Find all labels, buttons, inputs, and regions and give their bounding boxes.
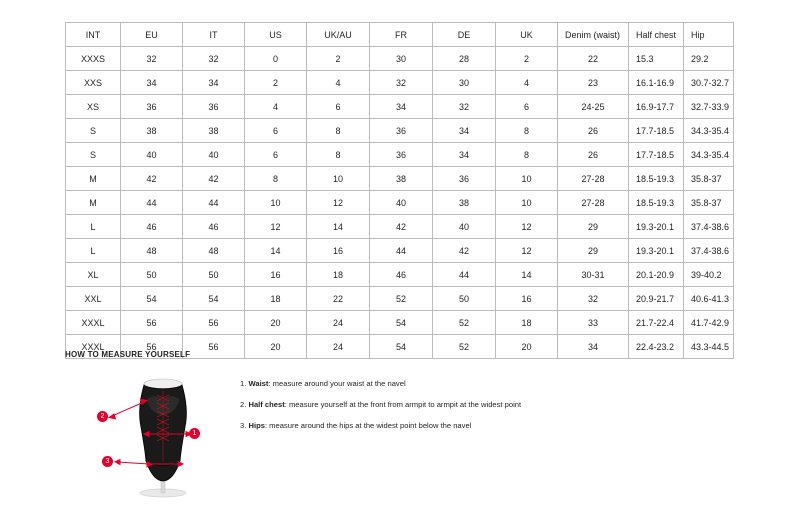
cell-int: S: [66, 143, 121, 167]
cell-it: 56: [183, 335, 245, 359]
cell-fr: 34: [370, 95, 433, 119]
cell-it: 48: [183, 239, 245, 263]
cell-half-chest: 20.9-21.7: [629, 287, 684, 311]
cell-half-chest: 20.1-20.9: [629, 263, 684, 287]
cell-de: 38: [433, 191, 496, 215]
size-chart-table: [65, 22, 734, 359]
cell-uk: 20: [496, 335, 558, 359]
cell-ukau: 22: [307, 287, 370, 311]
cell-us: 2: [245, 71, 307, 95]
cell-denim-waist: 27-28: [558, 167, 629, 191]
cell-us: 4: [245, 95, 307, 119]
measure-text-half-chest: : measure yourself at the front from armpit to armpit at the widest point: [284, 400, 522, 410]
cell-half-chest: 16.1-16.9: [629, 71, 684, 95]
cell-us: 10: [245, 191, 307, 215]
cell-hip: 34.3-35.4: [684, 119, 734, 143]
table-row: [66, 191, 734, 215]
cell-ukau: 4: [307, 71, 370, 95]
cell-eu: 56: [121, 311, 183, 335]
cell-fr: 40: [370, 191, 433, 215]
cell-eu: 40: [121, 143, 183, 167]
measure-number-3: 3.: [240, 421, 247, 431]
cell-uk: 16: [496, 287, 558, 311]
cell-uk: 4: [496, 71, 558, 95]
cell-eu: 46: [121, 215, 183, 239]
cell-int: M: [66, 167, 121, 191]
cell-us: 18: [245, 287, 307, 311]
cell-it: 40: [183, 143, 245, 167]
cell-ukau: 12: [307, 191, 370, 215]
column-header-it: IT: [183, 23, 245, 47]
cell-int: L: [66, 215, 121, 239]
marker-badge-2: 2: [97, 411, 108, 422]
cell-hip: 37.4-38.6: [684, 215, 734, 239]
column-header-denim-waist: Denim (waist): [558, 23, 629, 47]
column-header-eu: EU: [121, 23, 183, 47]
cell-denim-waist: 27-28: [558, 191, 629, 215]
marker-badge-3: 3: [102, 456, 113, 467]
cell-de: 36: [433, 167, 496, 191]
cell-denim-waist: 29: [558, 215, 629, 239]
cell-denim-waist: 26: [558, 143, 629, 167]
cell-ukau: 24: [307, 311, 370, 335]
cell-it: 44: [183, 191, 245, 215]
measure-number-1: 1.: [240, 379, 247, 388]
cell-int: XXXS: [66, 47, 121, 71]
table-row: [66, 143, 734, 167]
measure-instruction-hips: [240, 421, 521, 430]
column-header-uk: UK: [496, 23, 558, 47]
cell-fr: 32: [370, 71, 433, 95]
cell-de: 52: [433, 335, 496, 359]
cell-it: 32: [183, 47, 245, 71]
cell-hip: 29.2: [684, 47, 734, 71]
cell-denim-waist: 33: [558, 311, 629, 335]
cell-uk: 12: [496, 215, 558, 239]
cell-us: 0: [245, 47, 307, 71]
cell-hip: 37.4-38.6: [684, 239, 734, 263]
column-header-us: US: [245, 23, 307, 47]
cell-de: 40: [433, 215, 496, 239]
cell-half-chest: 16.9-17.7: [629, 95, 684, 119]
cell-uk: 12: [496, 239, 558, 263]
column-header-int: INT: [66, 23, 121, 47]
table-row: [66, 47, 734, 71]
cell-de: 34: [433, 119, 496, 143]
cell-eu: 42: [121, 167, 183, 191]
cell-de: 32: [433, 95, 496, 119]
cell-fr: 36: [370, 119, 433, 143]
cell-ukau: 8: [307, 143, 370, 167]
cell-it: 42: [183, 167, 245, 191]
cell-hip: 32.7-33.9: [684, 95, 734, 119]
cell-uk: 8: [496, 143, 558, 167]
cell-de: 42: [433, 239, 496, 263]
cell-ukau: 18: [307, 263, 370, 287]
cell-it: 36: [183, 95, 245, 119]
cell-fr: 46: [370, 263, 433, 287]
measure-text-waist: : measure around your waist at the navel: [268, 379, 406, 388]
cell-half-chest: 19.3-20.1: [629, 239, 684, 263]
cell-int: XS: [66, 95, 121, 119]
cell-denim-waist: 26: [558, 119, 629, 143]
column-header-hip: Hip: [684, 23, 734, 47]
cell-ukau: 14: [307, 215, 370, 239]
cell-de: 52: [433, 311, 496, 335]
cell-de: 34: [433, 143, 496, 167]
cell-hip: 34.3-35.4: [684, 143, 734, 167]
table-header-row: [66, 23, 734, 47]
cell-eu: 32: [121, 47, 183, 71]
measure-text-hips: : measure around the hips at the widest point below the navel: [264, 421, 472, 431]
table-row: [66, 167, 734, 191]
cell-eu: 44: [121, 191, 183, 215]
cell-half-chest: 22.4-23.2: [629, 335, 684, 359]
column-header-fr: FR: [370, 23, 433, 47]
cell-uk: 2: [496, 47, 558, 71]
cell-fr: 54: [370, 335, 433, 359]
cell-int: XXXL: [66, 335, 121, 359]
cell-fr: 52: [370, 287, 433, 311]
cell-it: 46: [183, 215, 245, 239]
cell-half-chest: 18.5-19.3: [629, 167, 684, 191]
cell-eu: 56: [121, 335, 183, 359]
cell-eu: 34: [121, 71, 183, 95]
cell-us: 20: [245, 335, 307, 359]
cell-int: XXXL: [66, 311, 121, 335]
cell-half-chest: 17.7-18.5: [629, 119, 684, 143]
cell-fr: 36: [370, 143, 433, 167]
cell-us: 20: [245, 311, 307, 335]
cell-hip: 43.3-44.5: [684, 335, 734, 359]
cell-uk: 6: [496, 95, 558, 119]
cell-denim-waist: 22: [558, 47, 629, 71]
cell-it: 34: [183, 71, 245, 95]
cell-half-chest: 18.5-19.3: [629, 191, 684, 215]
cell-de: 28: [433, 47, 496, 71]
cell-de: 44: [433, 263, 496, 287]
measure-term-half-chest: Half chest: [248, 400, 285, 410]
cell-int: M: [66, 191, 121, 215]
cell-uk: 18: [496, 311, 558, 335]
cell-fr: 54: [370, 311, 433, 335]
cell-hip: 41.7-42.9: [684, 311, 734, 335]
cell-fr: 44: [370, 239, 433, 263]
column-header-half-chest: Half chest: [629, 23, 684, 47]
cell-de: 30: [433, 71, 496, 95]
cell-it: 54: [183, 287, 245, 311]
cell-it: 50: [183, 263, 245, 287]
mannequin-svg: [100, 369, 218, 499]
cell-half-chest: 21.7-22.4: [629, 311, 684, 335]
measure-term-waist: Waist: [248, 379, 269, 388]
table-row: [66, 119, 734, 143]
cell-fr: 38: [370, 167, 433, 191]
cell-uk: 10: [496, 191, 558, 215]
table-row: [66, 71, 734, 95]
cell-eu: 50: [121, 263, 183, 287]
how-to-measure-title: HOW TO MEASURE YOURSELF: [65, 350, 191, 359]
cell-ukau: 8: [307, 119, 370, 143]
mannequin-illustration: [100, 369, 218, 499]
column-header-de: DE: [433, 23, 496, 47]
measure-instructions-list: [240, 369, 521, 442]
marker-badge-1: 1: [189, 428, 200, 439]
table-row: [66, 95, 734, 119]
cell-fr: 42: [370, 215, 433, 239]
table-header: [66, 23, 734, 47]
how-to-measure-body: [65, 369, 745, 499]
cell-denim-waist: 34: [558, 335, 629, 359]
cell-fr: 30: [370, 47, 433, 71]
cell-int: L: [66, 239, 121, 263]
cell-uk: 14: [496, 263, 558, 287]
cell-hip: 40.6-41.3: [684, 287, 734, 311]
cell-us: 16: [245, 263, 307, 287]
cell-it: 38: [183, 119, 245, 143]
table-row: [66, 311, 734, 335]
table-row: [66, 239, 734, 263]
cell-ukau: 16: [307, 239, 370, 263]
cell-eu: 36: [121, 95, 183, 119]
cell-ukau: 6: [307, 95, 370, 119]
cell-int: S: [66, 119, 121, 143]
cell-uk: 8: [496, 119, 558, 143]
cell-denim-waist: 30-31: [558, 263, 629, 287]
cell-eu: 54: [121, 287, 183, 311]
cell-de: 50: [433, 287, 496, 311]
cell-hip: 39-40.2: [684, 263, 734, 287]
cell-hip: 30.7-32.7: [684, 71, 734, 95]
cell-eu: 48: [121, 239, 183, 263]
table-row: [66, 287, 734, 311]
cell-int: XL: [66, 263, 121, 287]
cell-eu: 38: [121, 119, 183, 143]
cell-hip: 35.8-37: [684, 167, 734, 191]
cell-ukau: 2: [307, 47, 370, 71]
table-row: [66, 263, 734, 287]
how-to-measure-section: [65, 350, 745, 499]
table-body: [66, 47, 734, 359]
cell-int: XXL: [66, 287, 121, 311]
measure-number-2: 2.: [240, 400, 247, 410]
cell-it: 56: [183, 311, 245, 335]
cell-half-chest: 19.3-20.1: [629, 215, 684, 239]
cell-us: 8: [245, 167, 307, 191]
column-header-ukau: UK/AU: [307, 23, 370, 47]
cell-int: XXS: [66, 71, 121, 95]
measure-instruction-half-chest: [240, 400, 521, 409]
cell-us: 6: [245, 119, 307, 143]
table-row: [66, 215, 734, 239]
cell-denim-waist: 29: [558, 239, 629, 263]
cell-ukau: 10: [307, 167, 370, 191]
cell-half-chest: 17.7-18.5: [629, 143, 684, 167]
cell-hip: 35.8-37: [684, 191, 734, 215]
cell-denim-waist: 32: [558, 287, 629, 311]
cell-ukau: 24: [307, 335, 370, 359]
cell-half-chest: 15.3: [629, 47, 684, 71]
cell-us: 12: [245, 215, 307, 239]
cell-denim-waist: 24-25: [558, 95, 629, 119]
size-chart-container: [65, 22, 733, 359]
cell-uk: 10: [496, 167, 558, 191]
cell-us: 6: [245, 143, 307, 167]
measure-instruction-waist: [240, 379, 521, 388]
cell-us: 14: [245, 239, 307, 263]
measure-term-hips: Hips: [248, 421, 265, 431]
cell-denim-waist: 23: [558, 71, 629, 95]
